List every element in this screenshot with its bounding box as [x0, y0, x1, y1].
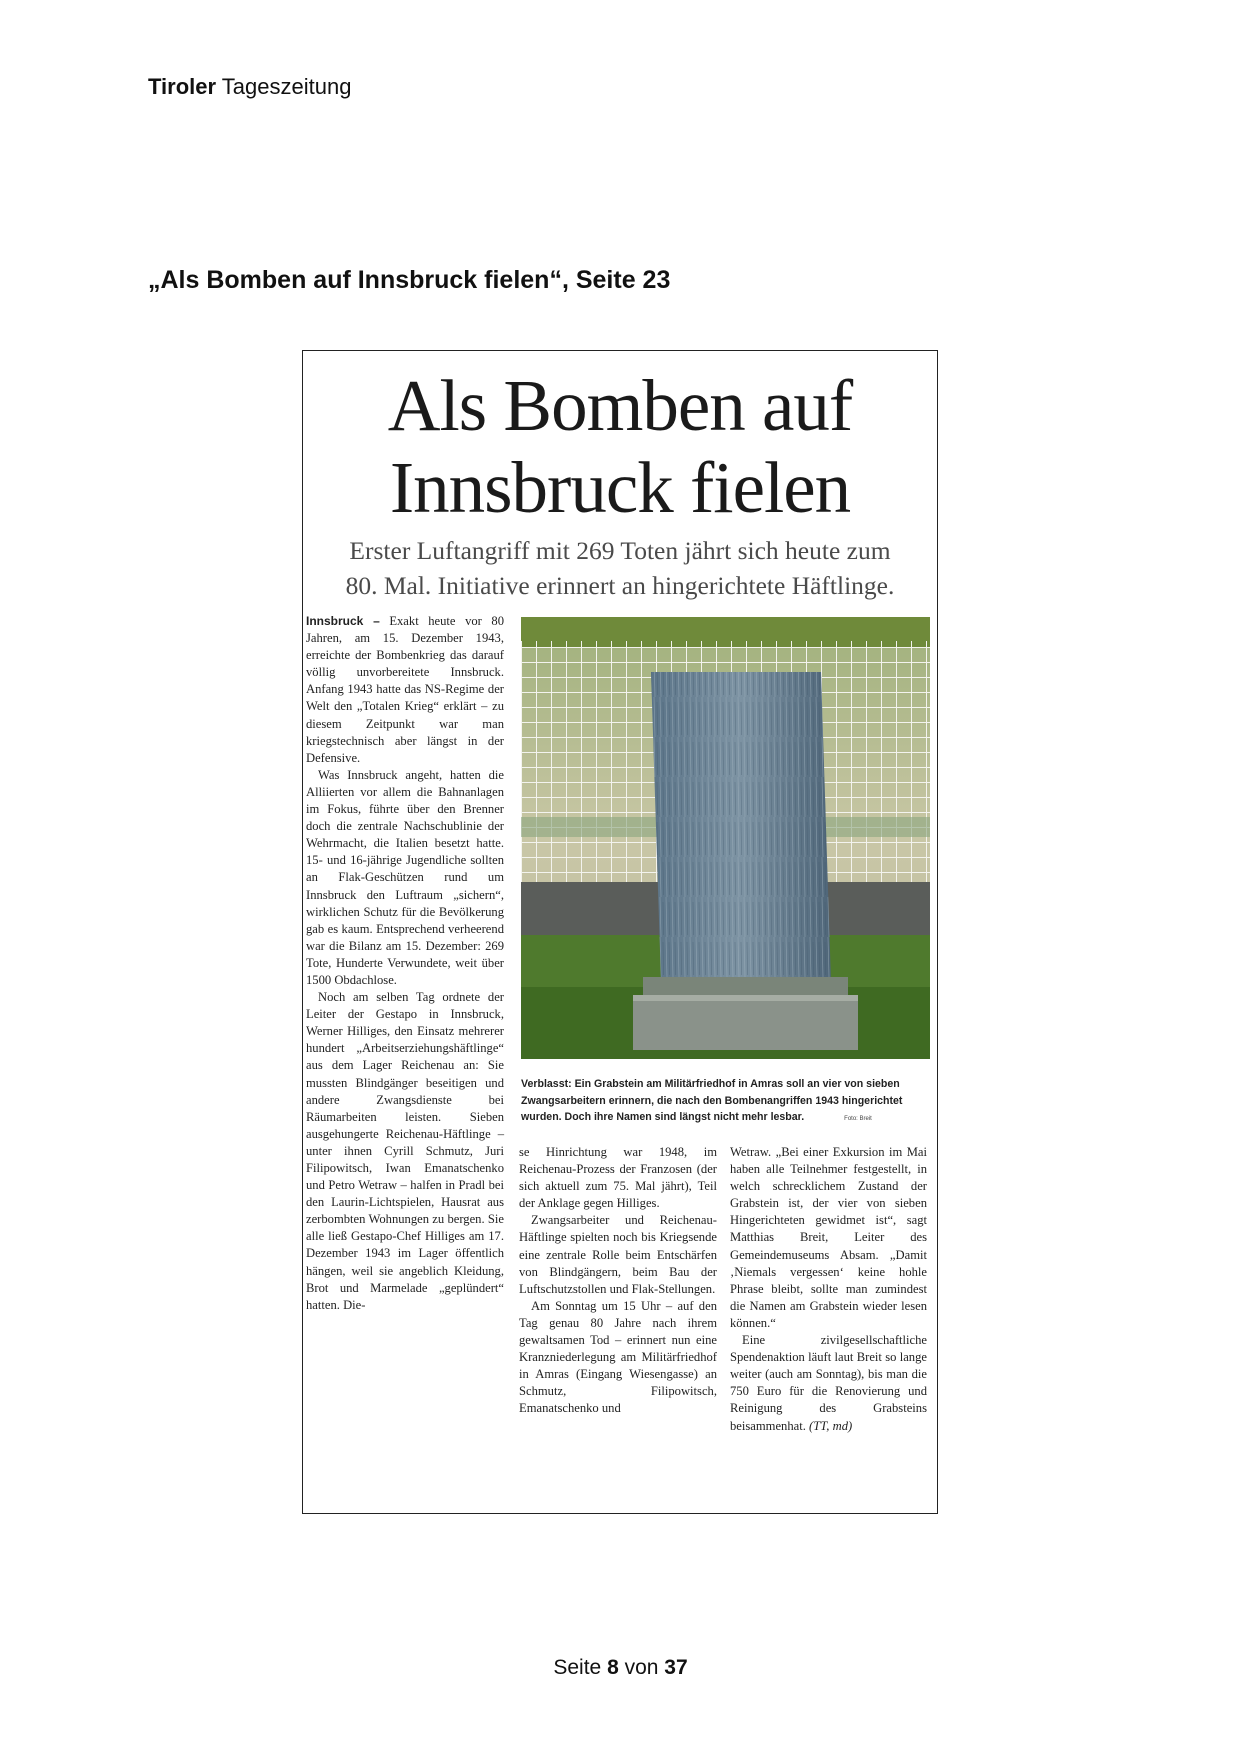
caption-text: Verblasst: Ein Grabstein am Militärfriedhof in Amras soll an vier von sieben Zwangsarbeitern erinnern, die nach den Bombenangriffen 1943 hingerichtet wurden. Doch ihre Namen sind längst nicht mehr lesbar.	[521, 1078, 903, 1123]
page-prefix: Seite	[553, 1656, 608, 1679]
photo-caption	[521, 1076, 930, 1128]
paragraph-text: Exakt heute vor 80 Jahren, am 15. Dezember 1943, erreichte der Bombenkrieg das darauf völlig unvorbereitete Innsbruck. Anfang 1943 hatte das NS-Regime der Welt den „Totalen Krieg“ erklärt – zu diesem Zeitpunkt war man kriegstechnisch aber längst in der Defensive.	[306, 614, 505, 765]
article-headline	[303, 365, 937, 529]
paragraph	[306, 613, 504, 767]
article-column-1	[306, 613, 504, 1314]
paragraph: Am Sonntag um 15 Uhr – auf den Tag genau 80 Jahre nach ihrem gewaltsamen Tod – erinnert nun eine Kranzniederlegung am Militärfriedhof in Amras (Eingang Wiesengasse) an Schmutz, Filipowitsch, Emanatschenko und	[519, 1298, 717, 1416]
page-middle: von	[618, 1656, 665, 1679]
newspaper-brand	[148, 74, 351, 100]
page-counter	[0, 1656, 1241, 1680]
subtitle-line-1: Erster Luftangriff mit 269 Toten jährt sich heute zum	[349, 536, 891, 565]
article-column-2	[519, 1144, 717, 1418]
newspaper-clipping	[302, 350, 938, 1514]
paragraph	[730, 1332, 927, 1435]
article-subtitle	[303, 533, 937, 603]
dateline: Innsbruck –	[306, 614, 380, 628]
headline-line-2: Innsbruck fielen	[389, 447, 851, 528]
author-signature: (TT, md)	[805, 1418, 853, 1433]
paragraph: Zwangsarbeiter und Reichenau-Häftlinge spielten noch bis Kriegsende eine zentrale Rolle beim Entschärfen von Blindgängern, beim Bau der Luftschutzstollen und Flak-Stellungen.	[519, 1213, 717, 1296]
paragraph: se Hinrichtung war 1948, im Reichenau-Prozess der Franzosen (der sich aktuell zum 75. Mal jährt), Teil der Anklage gegen Hilliges.	[519, 1145, 717, 1211]
paragraph-text: Eine zivilgesellschaftliche Spendenaktion läuft laut Breit so lange weiter (auch am Sonntag), bis man die 750 Euro für die Renovierung und Reinigung des Grabsteins beisammenhat.	[730, 1333, 927, 1433]
total-pages: 37	[664, 1656, 688, 1679]
gravestone-photo	[521, 617, 930, 1059]
paragraph: Wetraw. „Bei einer Exkursion im Mai haben alle Teilnehmer festgestellt, in welch schrecklichem Zustand der Grabstein ist, der vier von sieben Hingerichteten gewidmet ist“, sagt Matthias Breit, Leiter des Gemeindemuseums Absam. „Damit ‚Niemals vergessen‘ keine hohle Phrase bleibt, sollte man zumindest die Namen am Grabstein wieder lesen können.“	[730, 1145, 927, 1330]
paragraph: Noch am selben Tag ordnete der Leiter der Gestapo in Innsbruck, Werner Hilliges, den Einsatz mehrerer hundert „Arbeitserziehungshäftlinge“ aus dem Lager Reichenau an: Sie mussten Blindgänger beseitigen und andere Zwangsdienste bei Räumarbeiten leisten. Sieben ausgehungerte Reichenau-Häftlinge – unter ihnen Cyrill Schmutz, Juri Filipowitsch, Iwan Emanatschenko und Petro Wetraw – halfen in Pradl bei den Laurin-Lichtspielen, Hausrat aus zerbombten Wohnungen zu bergen. Sie alle ließ Gestapo-Chef Hilliges am 17. Dezember 1943 im Lager öffentlich hängen, weil sie angeblich Kleidung, Brot und Marmelade „geplündert“ hatten. Die-	[306, 990, 504, 1312]
gravestone-photo-image	[521, 617, 930, 1059]
photo-credit: Foto: Breit	[844, 1116, 872, 1122]
article-column-3	[730, 1144, 927, 1435]
current-page: 8	[607, 1656, 619, 1679]
headline-line-1: Als Bomben auf	[387, 365, 853, 446]
brand-rest: Tageszeitung	[216, 74, 352, 99]
subtitle-line-2: 80. Mal. Initiative erinnert an hingerichtete Häftlinge.	[345, 571, 895, 600]
brand-bold: Tiroler	[148, 74, 217, 99]
paragraph: Was Innsbruck angeht, hatten die Alliierten vor allem die Bahnanlagen im Fokus, führte über den Brenner doch die zentrale Nachschublinie der Wehrmacht, die Italien besetzt hatte. 15- und 16-jährige Jugendliche sollten an Flak-Geschützen rund um Innsbruck den Luftraum „sichern“, wirklichen Schutz für die Bevölkerung gab es kaum. Entsprechend verheerend war die Bilanz am 15. Dezember: 269 Tote, Hunderte Verwundete, weit über 1500 Obdachlose.	[306, 767, 504, 987]
document-heading: „Als Bomben auf Innsbruck fielen“, Seite 23	[148, 266, 671, 294]
